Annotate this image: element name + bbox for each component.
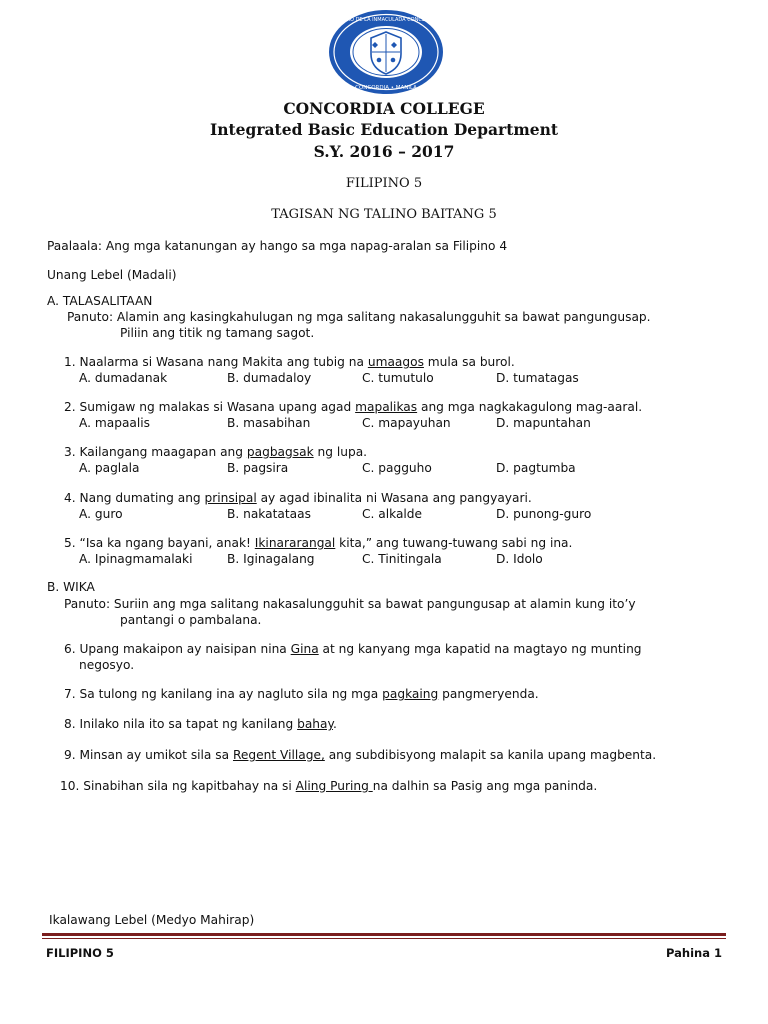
- underlined-word: Regent Village,: [232, 748, 325, 762]
- choice-a[interactable]: A. Ipinagmamalaki: [79, 552, 193, 566]
- school-year: S.Y. 2016 – 2017: [313, 142, 455, 161]
- footer-rule-thick: [42, 933, 726, 936]
- school-seal-logo: [327, 8, 445, 96]
- underlined-word: Gina: [290, 642, 319, 656]
- question-6-cont: negosyo.: [79, 658, 135, 672]
- choice-d[interactable]: D. mapuntahan: [496, 416, 591, 430]
- footer-page-number: Pahina 1: [666, 946, 722, 960]
- section-b-instruction: Panuto: Suriin ang mga salitang nakasalungguhit sa bawat pangungusap at alamin kung ito’y: [64, 597, 636, 611]
- seal-city-text: CONCORDIA • MANILA: [355, 85, 417, 91]
- choice-d[interactable]: D. tumatagas: [496, 371, 579, 385]
- seal-ring-text: COLEGIO DE LA INMACULADA CONCEPCION: [331, 17, 441, 23]
- section-a-instruction: Panuto: Alamin ang kasingkahulugan ng mga salitang nakasalungguhit sa bawat pangungusap.: [67, 310, 651, 324]
- choice-c[interactable]: C. pagguho: [362, 461, 432, 475]
- choice-b[interactable]: B. Iginagalang: [227, 552, 315, 566]
- choice-c[interactable]: C. mapayuhan: [362, 416, 451, 430]
- underlined-word: mapalikas: [355, 400, 418, 414]
- underlined-word: prinsipal: [204, 491, 257, 505]
- choice-b[interactable]: B. dumadaloy: [227, 371, 312, 385]
- underlined-word: Aling Puring: [295, 779, 373, 793]
- question-3: 3. Kailangang maagapan ang pagbagsak ng lupa.: [64, 445, 368, 459]
- section-b-title: B. WIKA: [47, 580, 95, 594]
- question-1: 1. Naalarma si Wasana nang Makita ang tubig na umaagos mula sa burol.: [64, 355, 515, 369]
- section-a-instruction-cont: Piliin ang titik ng tamang sagot.: [120, 326, 315, 340]
- department-name: Integrated Basic Education Department: [209, 120, 559, 139]
- choice-c[interactable]: C. tumutulo: [362, 371, 434, 385]
- choice-a[interactable]: A. guro: [79, 507, 123, 521]
- question-5: 5. “Isa ka ngang bayani, anak! Ikinararangal kita,” ang tuwang-tuwang sabi ng ina.: [64, 536, 573, 550]
- level-one-heading: Unang Lebel (Madali): [47, 268, 177, 282]
- question-10: 10. Sinabihan sila ng kapitbahay na si Aling Puring na dalhin sa Pasig ang mga paninda.: [60, 779, 598, 793]
- underlined-word: bahay: [297, 717, 333, 731]
- question-2: 2. Sumigaw ng malakas si Wasana upang agad mapalikas ang mga nagkakagulong mag-aaral.: [64, 400, 643, 414]
- paalaala-note: Paalaala: Ang mga katanungan ay hango sa mga napag-aralan sa Filipino 4: [47, 239, 508, 253]
- section-a-title: A. TALASALITAAN: [47, 294, 153, 308]
- question-9: 9. Minsan ay umikot sila sa Regent Village, ang subdibisyong malapit sa kanila upang magbenta.: [64, 748, 657, 762]
- choice-d[interactable]: D. pagtumba: [496, 461, 576, 475]
- choice-b[interactable]: B. masabihan: [227, 416, 311, 430]
- question-8: 8. Inilako nila ito sa tapat ng kanilang bahay.: [64, 717, 337, 731]
- question-4: 4. Nang dumating ang prinsipal ay agad ibinalita ni Wasana ang pangyayari.: [64, 491, 532, 505]
- footer-rule-thin: [42, 938, 726, 939]
- subject-title: FILIPINO 5: [345, 176, 423, 191]
- footer-subject: FILIPINO 5: [46, 946, 114, 960]
- choice-d[interactable]: D. punong-guro: [496, 507, 592, 521]
- choice-d[interactable]: D. Idolo: [496, 552, 543, 566]
- underlined-word: umaagos: [367, 355, 424, 369]
- choice-c[interactable]: C. alkalde: [362, 507, 423, 521]
- school-name: CONCORDIA COLLEGE: [283, 99, 485, 118]
- level-two-heading: Ikalawang Lebel (Medyo Mahirap): [49, 913, 255, 927]
- question-6: 6. Upang makaipon ay naisipan nina Gina at ng kanyang mga kapatid na magtayo ng munting: [64, 642, 642, 656]
- choice-a[interactable]: A. paglala: [79, 461, 140, 475]
- exam-title: TAGISAN NG TALINO BAITANG 5: [271, 207, 497, 222]
- underlined-word: pagkaing: [382, 687, 439, 701]
- choice-a[interactable]: A. mapaalis: [79, 416, 151, 430]
- choice-a[interactable]: A. dumadanak: [79, 371, 168, 385]
- choice-b[interactable]: B. nakatataas: [227, 507, 311, 521]
- choice-b[interactable]: B. pagsira: [227, 461, 289, 475]
- underlined-word: pagbagsak: [246, 445, 314, 459]
- choice-c[interactable]: C. Tinitingala: [362, 552, 442, 566]
- section-b-instruction-cont: pantangi o pambalana.: [120, 613, 262, 627]
- question-7: 7. Sa tulong ng kanilang ina ay nagluto sila ng mga pagkaing pangmeryenda.: [64, 687, 539, 701]
- underlined-word: Ikinararangal: [254, 536, 336, 550]
